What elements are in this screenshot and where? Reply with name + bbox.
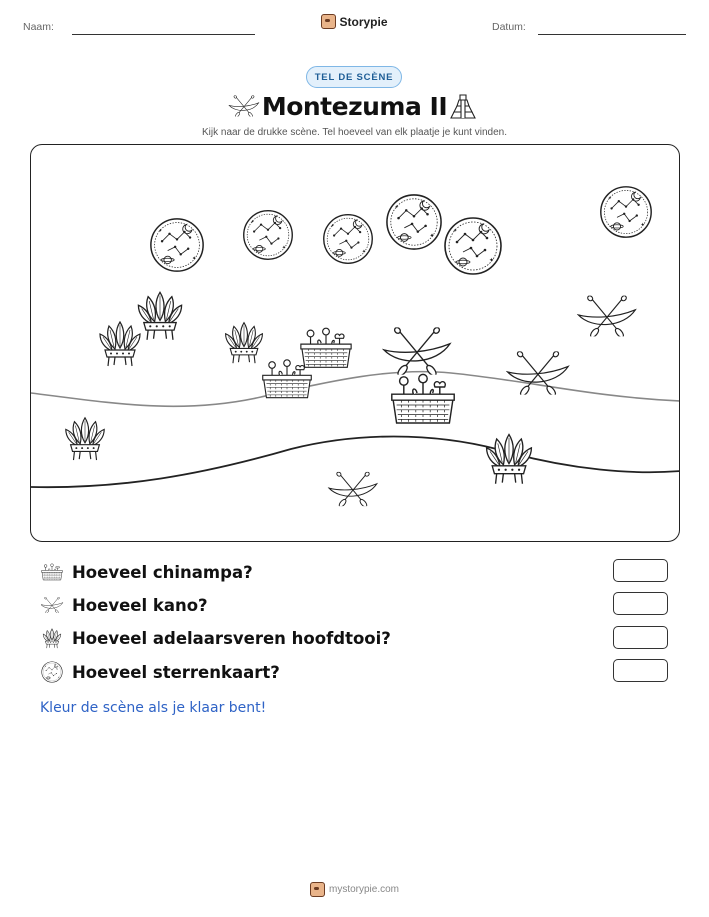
star-map xyxy=(322,213,374,265)
date-line[interactable] xyxy=(538,34,686,35)
question-headdress xyxy=(40,625,391,651)
counting-scene xyxy=(30,144,680,542)
answer-box-star-map[interactable] xyxy=(613,659,668,682)
eagle-feather-headdress xyxy=(133,287,187,343)
chinampa-icon xyxy=(40,562,64,582)
pyramid-icon xyxy=(449,92,477,120)
canoe xyxy=(327,471,379,507)
storypie-logo-icon xyxy=(310,882,325,897)
star-map xyxy=(599,185,653,239)
brand xyxy=(0,14,709,32)
headdress-icon xyxy=(41,627,63,649)
star-map xyxy=(385,193,443,251)
storypie-logo-icon xyxy=(321,14,336,29)
canoe xyxy=(381,327,453,375)
eagle-feather-headdress xyxy=(61,411,109,465)
footer xyxy=(0,882,709,900)
question-canoe xyxy=(40,592,208,618)
name-label: Naam: xyxy=(23,21,54,33)
canoe xyxy=(505,351,571,395)
name-line[interactable] xyxy=(72,34,255,35)
instructions: Kijk naar de drukke scène. Tel hoeveel van elk plaatje je kunt vinden. xyxy=(201,127,507,138)
worksheet-type-badge: TEL DE SCÈNE xyxy=(306,66,402,88)
coloring-note: Kleur de scène als je klaar bent! xyxy=(40,700,267,716)
star-map xyxy=(149,217,205,273)
question-text: Hoeveel kano? xyxy=(72,595,208,615)
question-star-map xyxy=(40,659,280,685)
canoe-icon xyxy=(40,596,64,614)
answer-box-headdress[interactable] xyxy=(613,626,668,649)
answer-box-chinampa[interactable] xyxy=(613,559,668,582)
eagle-feather-headdress xyxy=(481,427,537,489)
star-map xyxy=(443,216,503,276)
question-text: Hoeveel adelaarsveren hoofdtooi? xyxy=(72,628,391,648)
question-text: Hoeveel sterrenkaart? xyxy=(72,662,280,682)
page-title: Montezuma II xyxy=(261,92,448,121)
chinampa xyxy=(387,367,459,431)
chinampa xyxy=(259,355,315,403)
question-chinampa xyxy=(40,559,253,585)
canoe xyxy=(576,295,638,337)
brand-name: Storypie xyxy=(339,14,388,29)
question-text: Hoeveel chinampa? xyxy=(72,562,253,582)
date-label: Datum: xyxy=(492,21,526,33)
footer-url[interactable]: mystorypie.com xyxy=(328,884,399,895)
star-map-icon xyxy=(41,661,63,683)
star-map xyxy=(242,209,294,261)
answer-box-canoe[interactable] xyxy=(613,592,668,615)
